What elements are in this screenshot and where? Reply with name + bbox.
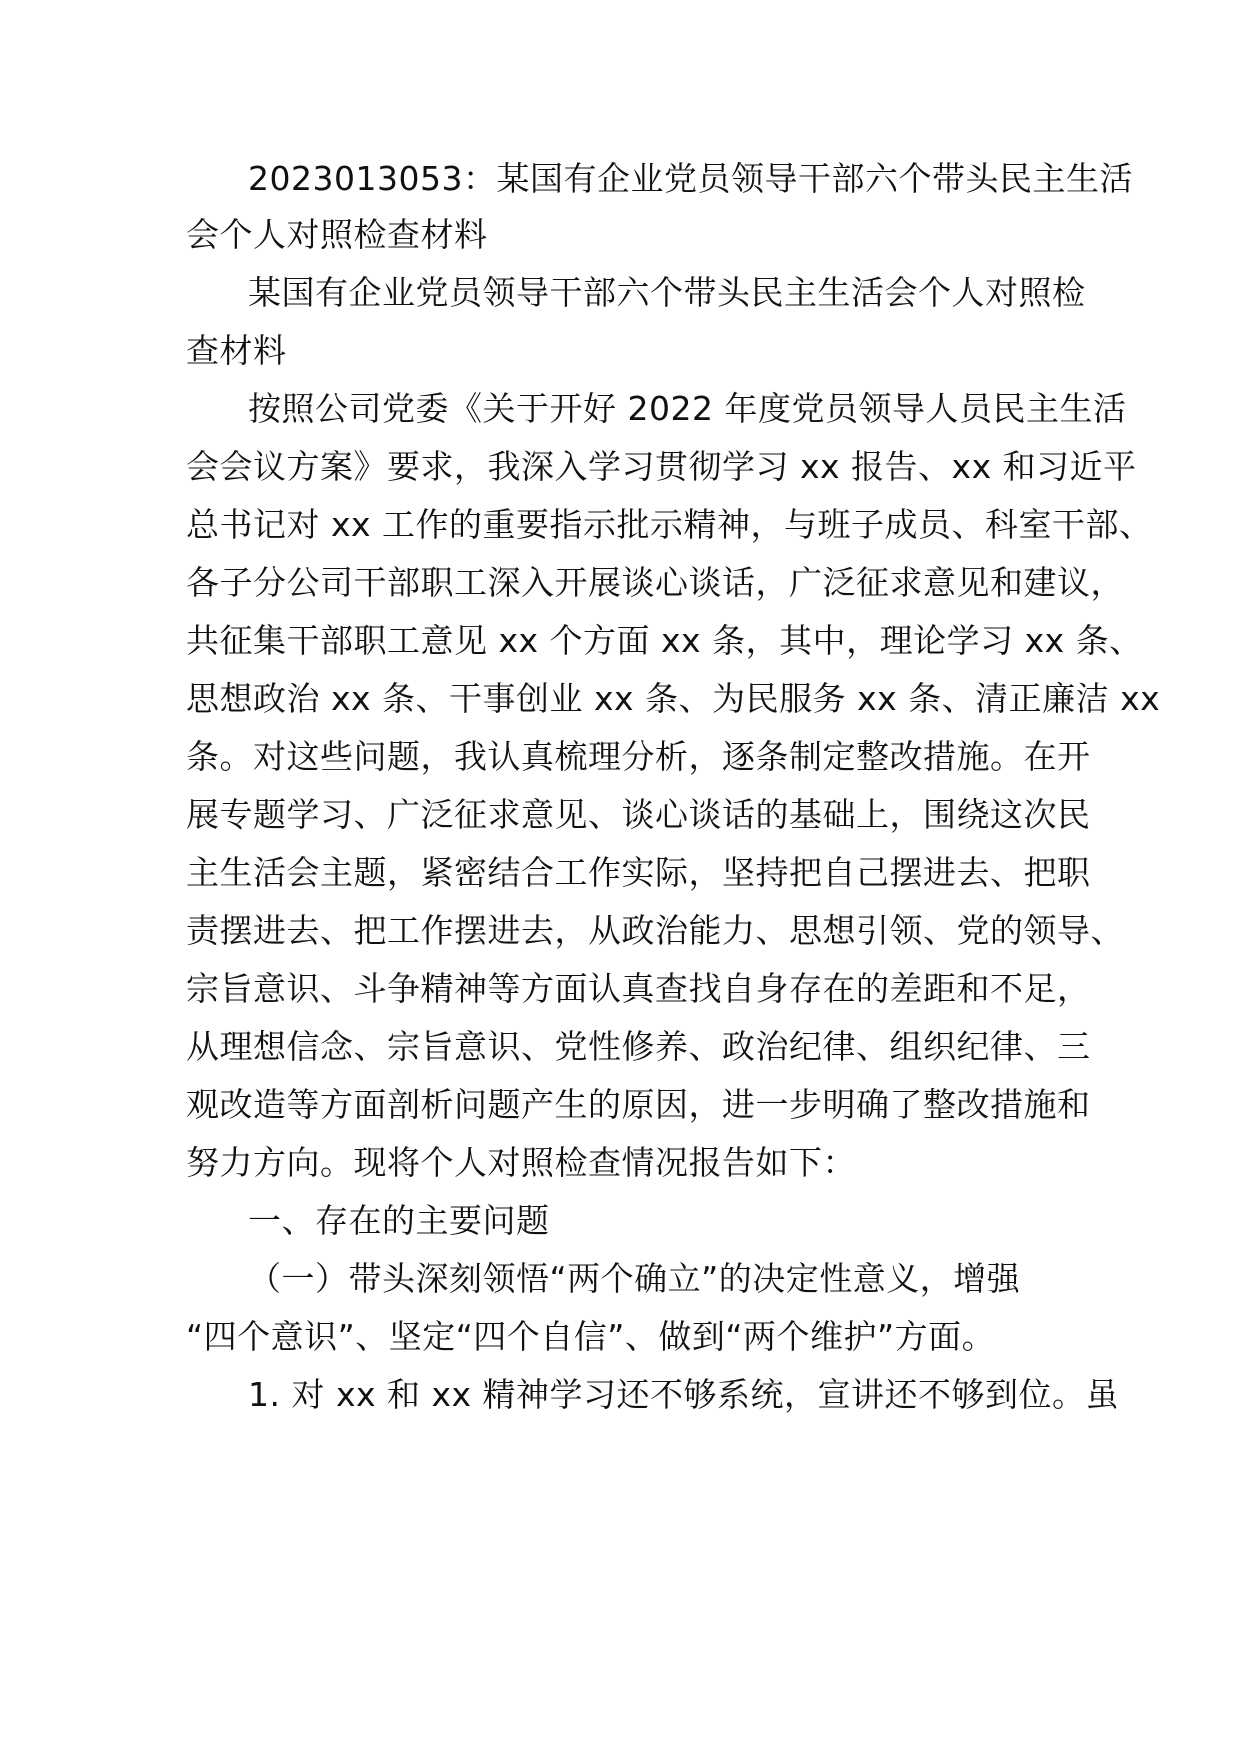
body-line: 条。对这些问题，我认真梳理分析，逐条制定整改措施。在开: [186, 737, 1091, 776]
body-line: 按照公司党委《关于开好 2022 年度党员领导人员民主生活: [248, 389, 1127, 428]
section-heading: 一、存在的主要问题: [248, 1201, 550, 1240]
body-line: 展专题学习、广泛征求意见、谈心谈话的基础上，围绕这次民: [186, 795, 1091, 834]
subsection-heading-line-2: “四个意识”、坚定“四个自信”、做到“两个维护”方面。: [186, 1317, 996, 1356]
doc-title-line-1: 2023013053：某国有企业党员领导干部六个带头民主生活: [248, 159, 1133, 198]
body-line: 思想政治 xx 条、干事创业 xx 条、为民服务 xx 条、清正廉洁 xx: [186, 679, 1161, 718]
body-line: 责摆进去、把工作摆进去，从政治能力、思想引领、党的领导、: [186, 911, 1124, 950]
subsection-heading-line-1: （一）带头深刻领悟“两个确立”的决定性意义，增强: [248, 1259, 1021, 1298]
body-line: 会会议方案》要求，我深入学习贯彻学习 xx 报告、xx 和习近平: [186, 447, 1137, 486]
body-line: 从理想信念、宗旨意识、党性修养、政治纪律、组织纪律、三: [186, 1027, 1091, 1066]
body-line: 各子分公司干部职工深入开展谈心谈话，广泛征求意见和建议，: [186, 563, 1124, 602]
body-line: 努力方向。现将个人对照检查情况报告如下：: [186, 1143, 856, 1182]
body-line: 宗旨意识、斗争精神等方面认真查找自身存在的差距和不足，: [186, 969, 1091, 1008]
list-item-line: 1. 对 xx 和 xx 精神学习还不够系统，宣讲还不够到位。虽: [248, 1375, 1120, 1414]
body-line: 观改造等方面剖析问题产生的原因，进一步明确了整改措施和: [186, 1085, 1091, 1124]
doc-title-line-2: 会个人对照检查材料: [186, 215, 488, 254]
body-line: 共征集干部职工意见 xx 个方面 xx 条，其中，理论学习 xx 条、: [186, 621, 1143, 660]
body-line: 主生活会主题，紧密结合工作实际，坚持把自己摆进去、把职: [186, 853, 1091, 892]
body-line: 总书记对 xx 工作的重要指示批示精神，与班子成员、科室干部、: [186, 505, 1153, 544]
doc-heading-line-2: 查材料: [186, 331, 287, 370]
doc-heading-line-1: 某国有企业党员领导干部六个带头民主生活会个人对照检: [248, 273, 1086, 312]
